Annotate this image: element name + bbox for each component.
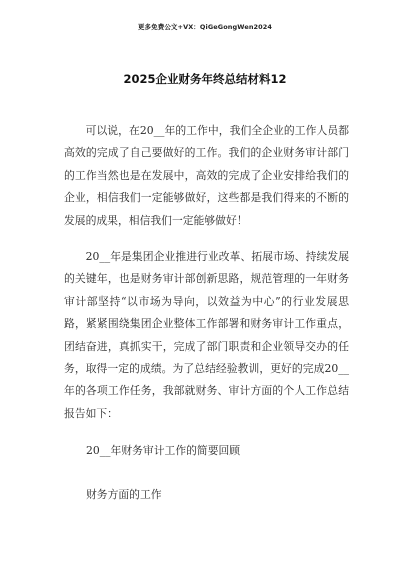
header-note: 更多免费公文+VX：QiGeGongWen2024 [137,23,273,31]
section-heading-finance: 财务方面的工作 [86,488,162,501]
paragraph-intro: 可以说，在20__年的工作中，我们全企业的工作人员都高效的完成了自己要做好的工作。我们的企业财务审计部门的工作当然也是在发展中，高效的完成了企业安排给我们的企业，相信我们一定能够做好，这些都是我们得来的不断的发展的成果，相信我们一定能够做好！ [64,124,349,227]
section-heading-review: 20__年财务审计工作的简要回顾 [86,444,241,457]
paragraph-overview: 20__年是集团企业推进行业改革、拓展市场、持续发展的关键年，也是财务审计部创新思路，规范管理的一年财务审计部坚持“以市场为导向，以效益为中心”的行业发展思路，紧紧围绕集团企业整体工作部署和财务审计工作重点，团结奋进，真抓实干，完成了部门职责和企业领导交办的任务，取得一定的成绩。为了总结经验教训，更好的完成20__年的各项工作任务，我部就财务、审计方面的个人工作总结报告如下： [64,250,349,420]
document-title: 2025企业财务年终总结材料12 [123,72,287,86]
